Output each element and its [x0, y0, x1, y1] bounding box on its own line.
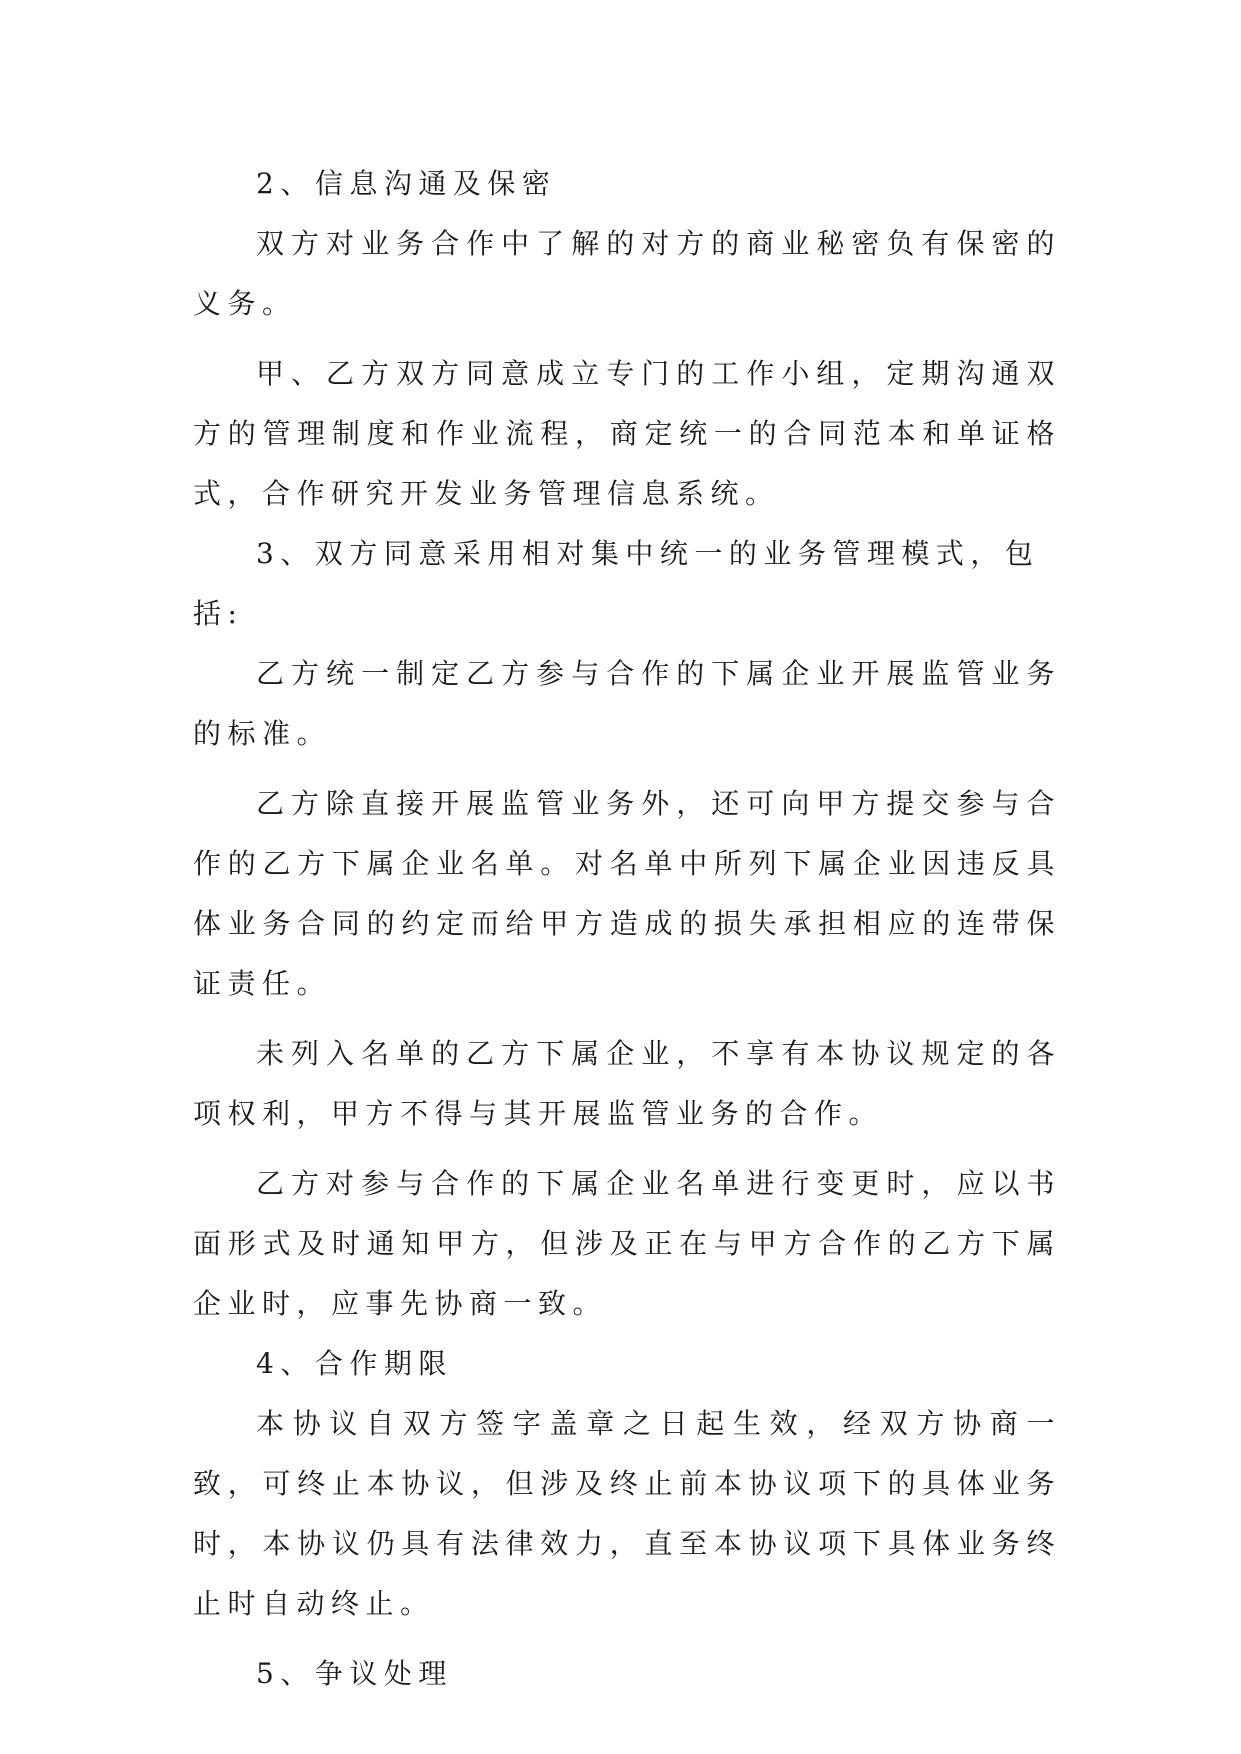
paragraph-working-group: 甲、乙方双方同意成立专门的工作小组，定期沟通双方的管理制度和作业流程，商定统一的合同范本和单证格式，合作研究开发业务管理信息系统。 [193, 357, 1061, 510]
paragraph-list-changes: 乙方对参与合作的下属企业名单进行变更时，应以书面形式及时通知甲方，但涉及正在与甲方合作的乙方下属企业时，应事先协商一致。 [193, 1167, 1061, 1320]
document-body [193, 154, 1061, 1704]
section-heading-dispute-resolution: 5、争议处理 [256, 1657, 453, 1690]
section-heading-management-mode: 3、双方同意采用相对集中统一的业务管理模式，包括: [193, 537, 1040, 630]
paragraph-unified-standards: 乙方统一制定乙方参与合作的下属企业开展监管业务的标准。 [193, 657, 1061, 750]
paragraph-agreement-effect: 本协议自双方签字盖章之日起生效，经双方协商一致，可终止本协议，但涉及终止前本协议项下的具体业务时，本协议仍具有法律效力，直至本协议项下具体业务终止时自动终止。 [193, 1407, 1061, 1620]
section-heading-cooperation-term: 4、合作期限 [256, 1347, 453, 1380]
paragraph-subsidiary-list: 乙方除直接开展监管业务外，还可向甲方提交参与合作的乙方下属企业名单。对名单中所列下属企业因违反具体业务合同的约定而给甲方造成的损失承担相应的连带保证责任。 [193, 787, 1061, 1000]
paragraph-confidentiality-duty: 双方对业务合作中了解的对方的商业秘密负有保密的义务。 [193, 227, 1061, 320]
section-heading-info-confidentiality: 2、信息沟通及保密 [256, 167, 557, 200]
paragraph-unlisted-subsidiaries: 未列入名单的乙方下属企业，不享有本协议规定的各项权利，甲方不得与其开展监管业务的合作。 [193, 1037, 1061, 1130]
